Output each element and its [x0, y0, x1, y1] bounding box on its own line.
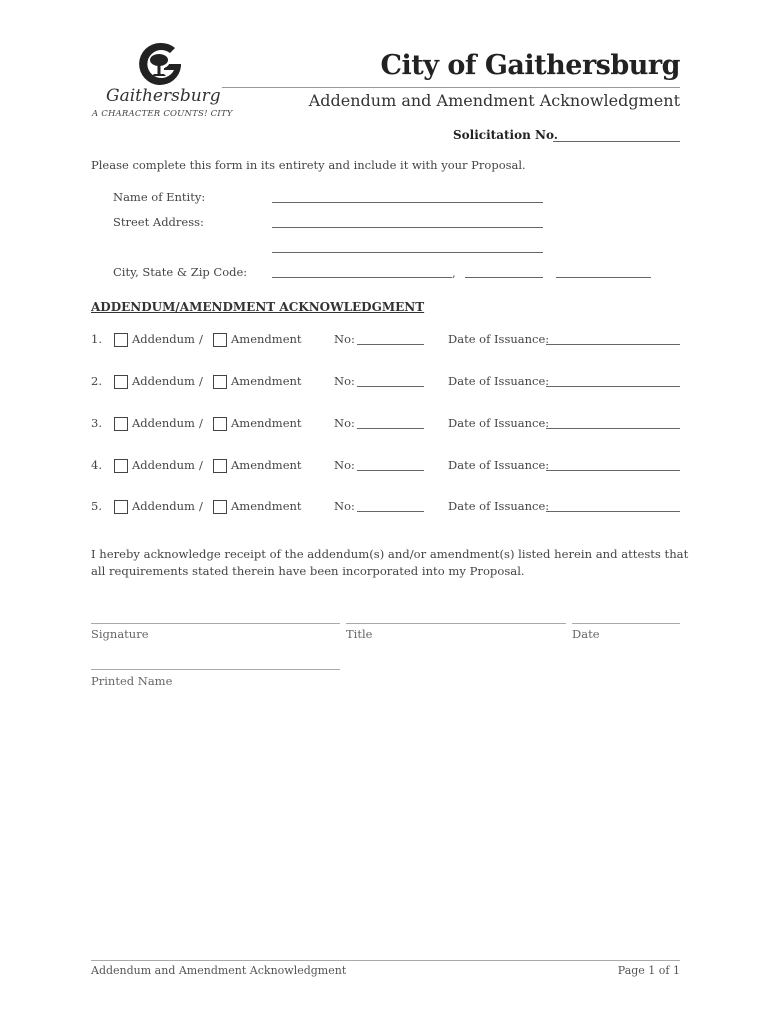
section-heading: ADDENDUM/AMENDMENT ACKNOWLEDGMENT [91, 300, 425, 314]
date-of-issuance-field[interactable] [546, 386, 680, 387]
footer-page-number: Page 1 of 1 [617, 964, 680, 977]
page-title: City of Gaithersburg [380, 50, 680, 81]
addendum-label: Addendum [132, 416, 195, 430]
number-field[interactable] [357, 386, 424, 387]
amendment-label: Amendment [231, 499, 302, 513]
slash-separator: / [199, 374, 203, 388]
name-of-entity-field[interactable] [272, 202, 543, 203]
slash-separator: / [199, 332, 203, 346]
addendum-label: Addendum [132, 374, 195, 388]
date-of-issuance-field[interactable] [546, 344, 680, 345]
date-of-issuance-label: Date of Issuance: [448, 332, 550, 346]
amendment-label: Amendment [231, 416, 302, 430]
date-of-issuance-field[interactable] [546, 470, 680, 471]
row-number: 2. [91, 374, 102, 388]
amendment-checkbox[interactable] [213, 333, 227, 347]
number-label: No: [334, 458, 355, 472]
amendment-label: Amendment [231, 332, 302, 346]
city-state-zip-label: City, State & Zip Code: [113, 265, 248, 279]
title-field[interactable] [346, 623, 566, 624]
addendum-checkbox[interactable] [114, 417, 128, 431]
solicitation-number-field[interactable] [553, 141, 680, 142]
date-label: Date [572, 627, 600, 641]
slash-separator: / [199, 416, 203, 430]
printed-name-field[interactable] [91, 669, 340, 670]
logo-wordmark: Gaithersburg [106, 86, 221, 106]
number-field[interactable] [357, 344, 424, 345]
number-label: No: [334, 416, 355, 430]
number-field[interactable] [357, 428, 424, 429]
date-of-issuance-label: Date of Issuance: [448, 458, 550, 472]
street-address-field[interactable] [272, 227, 543, 228]
name-of-entity-label: Name of Entity: [113, 190, 206, 204]
city-comma: , [452, 266, 456, 280]
date-of-issuance-field[interactable] [546, 511, 680, 512]
row-number: 3. [91, 416, 102, 430]
state-field[interactable] [465, 277, 543, 278]
slash-separator: / [199, 458, 203, 472]
instructions-text: Please complete this form in its entirety and include it with your Proposal. [91, 158, 526, 172]
addendum-checkbox[interactable] [114, 459, 128, 473]
amendment-checkbox[interactable] [213, 500, 227, 514]
number-field[interactable] [357, 470, 424, 471]
number-label: No: [334, 332, 355, 346]
date-of-issuance-label: Date of Issuance: [448, 374, 550, 388]
zip-field[interactable] [556, 277, 651, 278]
amendment-checkbox[interactable] [213, 459, 227, 473]
addendum-checkbox[interactable] [114, 333, 128, 347]
page-subtitle: Addendum and Amendment Acknowledgment [308, 91, 680, 110]
addendum-label: Addendum [132, 458, 195, 472]
street-address-line2-field[interactable] [272, 252, 543, 253]
footer-doc-name: Addendum and Amendment Acknowledgment [91, 964, 347, 977]
amendment-checkbox[interactable] [213, 375, 227, 389]
signature-field[interactable] [91, 623, 340, 624]
acknowledgment-line-1: I hereby acknowledge receipt of the addendum(s) and/or amendment(s) listed herein and attests that [91, 547, 689, 561]
header-rule [222, 87, 680, 88]
addendum-label: Addendum [132, 332, 195, 346]
row-number: 5. [91, 499, 102, 513]
row-number: 4. [91, 458, 102, 472]
addendum-checkbox[interactable] [114, 500, 128, 514]
number-label: No: [334, 499, 355, 513]
tree-g-logo-icon [132, 40, 188, 88]
row-number: 1. [91, 332, 102, 346]
addendum-label: Addendum [132, 499, 195, 513]
date-of-issuance-field[interactable] [546, 428, 680, 429]
number-label: No: [334, 374, 355, 388]
signature-label: Signature [91, 627, 149, 641]
amendment-label: Amendment [231, 458, 302, 472]
amendment-label: Amendment [231, 374, 302, 388]
addendum-checkbox[interactable] [114, 375, 128, 389]
solicitation-label: Solicitation No. [453, 128, 558, 142]
logo-tagline: A CHARACTER COUNTS! CITY [92, 109, 233, 119]
date-field[interactable] [572, 623, 680, 624]
title-label: Title [346, 627, 373, 641]
date-of-issuance-label: Date of Issuance: [448, 416, 550, 430]
number-field[interactable] [357, 511, 424, 512]
acknowledgment-line-2: all requirements stated therein have been incorporated into my Proposal. [91, 564, 525, 578]
amendment-checkbox[interactable] [213, 417, 227, 431]
city-field[interactable] [272, 277, 452, 278]
printed-name-label: Printed Name [91, 674, 173, 688]
date-of-issuance-label: Date of Issuance: [448, 499, 550, 513]
street-address-label: Street Address: [113, 215, 204, 229]
footer-rule [91, 960, 680, 961]
slash-separator: / [199, 499, 203, 513]
